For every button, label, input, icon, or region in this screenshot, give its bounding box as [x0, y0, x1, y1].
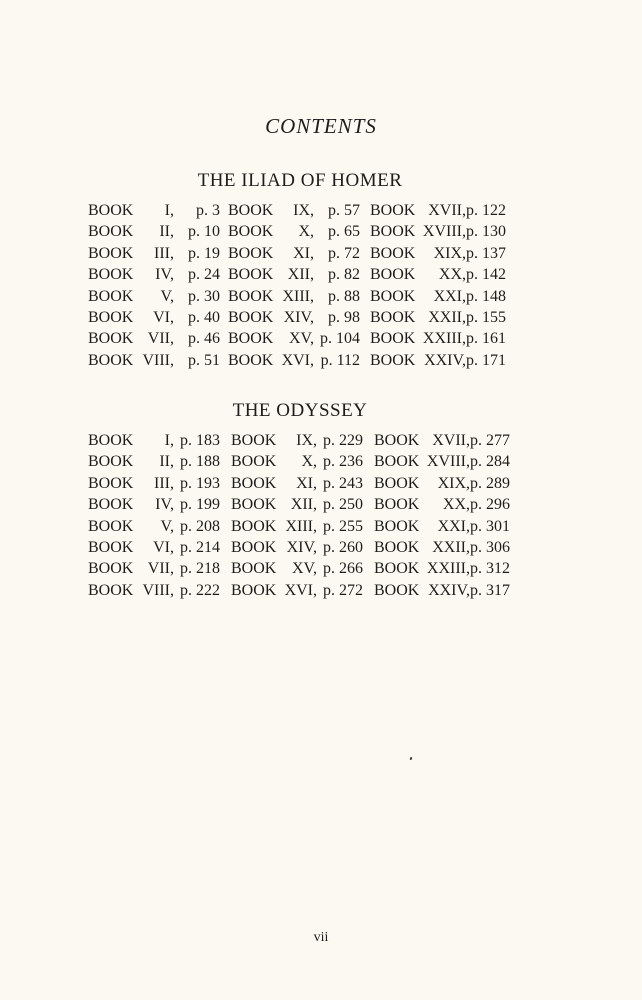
toc-entry — [228, 264, 370, 285]
book-numeral: XXII, — [428, 308, 466, 326]
toc-entry — [374, 580, 517, 601]
toc-entry — [370, 264, 512, 285]
toc-entry — [228, 350, 370, 371]
book-numeral: X, — [298, 223, 314, 241]
book-numeral: IX, — [293, 202, 314, 219]
book-numeral: XXIII, — [426, 560, 470, 578]
page-reference: p. 260 — [323, 538, 363, 556]
toc-entry — [370, 243, 512, 264]
book-numeral: XX, — [438, 266, 466, 284]
toc-entry — [231, 451, 374, 472]
book-label: BOOK — [88, 538, 134, 556]
odyssey-toc-grid — [88, 430, 517, 601]
book-numeral: II, — [159, 453, 174, 471]
toc-entry — [374, 430, 517, 451]
book-numeral: XXI, — [433, 287, 466, 305]
toc-entry — [228, 286, 370, 307]
toc-entry — [228, 307, 370, 328]
book-numeral: VI, — [153, 308, 174, 326]
page-reference: p. 312 — [470, 560, 510, 578]
book-label: BOOK — [231, 538, 277, 556]
page-title: CONTENTS — [265, 114, 377, 138]
book-numeral: VI, — [153, 538, 174, 556]
book-numeral: XI, — [293, 244, 314, 262]
toc-entry — [88, 537, 231, 558]
page-reference: p. 104 — [320, 330, 360, 348]
toc-entry — [228, 200, 370, 221]
page-reference: p. 199 — [180, 496, 220, 514]
page-reference: p. 148 — [466, 287, 506, 305]
page-reference: p. 243 — [323, 474, 363, 492]
book-numeral: XIII, — [285, 517, 317, 535]
toc-entry — [370, 350, 512, 371]
book-numeral: XXIV, — [428, 581, 470, 599]
book-numeral: XX, — [442, 496, 470, 514]
toc-entry — [374, 494, 517, 515]
page-reference: p. 88 — [328, 287, 360, 305]
page-reference: p. 218 — [180, 560, 220, 578]
toc-entry — [88, 264, 228, 285]
book-label: BOOK — [228, 244, 274, 262]
book-numeral: XIII, — [282, 287, 314, 305]
book-numeral: I, — [164, 432, 174, 449]
page-reference: p. 208 — [180, 517, 220, 535]
book-label: BOOK — [228, 351, 274, 369]
book-numeral: XVII, — [428, 202, 466, 219]
book-numeral: XVI, — [284, 581, 317, 599]
odyssey-section-heading: THE ODYSSEY — [232, 400, 368, 421]
toc-entry — [88, 200, 228, 221]
page-reference: p. 130 — [466, 223, 506, 241]
page-reference: p. 183 — [180, 432, 220, 449]
toc-entry — [88, 307, 228, 328]
page-reference: p. 266 — [323, 560, 363, 578]
page-reference: p. 65 — [328, 223, 360, 241]
book-label: BOOK — [231, 432, 277, 449]
book-label: BOOK — [374, 474, 420, 492]
book-label: BOOK — [88, 330, 134, 348]
toc-entry — [370, 328, 512, 349]
book-label: BOOK — [370, 351, 416, 369]
toc-entry — [88, 328, 228, 349]
toc-entry — [370, 307, 512, 328]
toc-entry — [228, 221, 370, 242]
book-numeral: XXIII, — [422, 330, 466, 348]
toc-entry — [370, 221, 512, 242]
book-numeral: VIII, — [142, 581, 174, 599]
page-reference: p. 229 — [323, 432, 363, 449]
book-numeral: XVIII, — [426, 453, 470, 471]
page-reference: p. 3 — [196, 202, 220, 219]
book-label: BOOK — [88, 517, 134, 535]
toc-entry — [88, 473, 231, 494]
page-reference: p. 57 — [328, 202, 360, 219]
book-numeral: VII, — [147, 330, 174, 348]
page-reference: p. 188 — [180, 453, 220, 471]
book-numeral: IV, — [155, 496, 174, 514]
toc-entry — [228, 328, 370, 349]
page-reference: p. 296 — [470, 496, 510, 514]
book-numeral: XIV, — [286, 538, 317, 556]
page-reference: p. 284 — [470, 453, 510, 471]
book-label: BOOK — [231, 474, 277, 492]
book-label: BOOK — [231, 517, 277, 535]
book-numeral: XII, — [290, 496, 317, 514]
page-reference: p. 98 — [328, 308, 360, 326]
iliad-section-heading: THE ILIAD OF HOMER — [197, 170, 403, 191]
book-label: BOOK — [88, 432, 134, 449]
book-numeral: XII, — [287, 266, 314, 284]
book-numeral: XIV, — [283, 308, 314, 326]
book-label: BOOK — [374, 581, 420, 599]
book-label: BOOK — [231, 581, 277, 599]
toc-entry — [88, 580, 231, 601]
toc-entry — [370, 286, 512, 307]
book-numeral: XXII, — [432, 538, 470, 556]
toc-entry — [231, 494, 374, 515]
toc-entry — [231, 537, 374, 558]
book-numeral: I, — [164, 202, 174, 219]
toc-entry — [88, 451, 231, 472]
toc-entry — [88, 558, 231, 579]
book-numeral: III, — [154, 244, 174, 262]
book-label: BOOK — [374, 560, 420, 578]
book-label: BOOK — [228, 287, 274, 305]
page-reference: p. 30 — [188, 287, 220, 305]
toc-entry — [231, 473, 374, 494]
book-label: BOOK — [374, 496, 420, 514]
toc-entry — [374, 558, 517, 579]
page-reference: p. 255 — [323, 517, 363, 535]
toc-entry — [374, 451, 517, 472]
book-label: BOOK — [228, 223, 274, 241]
book-label: BOOK — [88, 244, 134, 262]
book-numeral: XV, — [288, 330, 314, 348]
page-reference: p. 222 — [180, 581, 220, 599]
book-label: BOOK — [88, 223, 134, 241]
book-label: BOOK — [370, 330, 416, 348]
page-reference: p. 161 — [466, 330, 506, 348]
iliad-toc-grid — [88, 200, 512, 371]
book-numeral: XVII, — [432, 432, 470, 449]
book-label: BOOK — [88, 308, 134, 326]
page-reference: p. 289 — [470, 474, 510, 492]
toc-entry — [231, 580, 374, 601]
book-label: BOOK — [228, 266, 274, 284]
book-label: BOOK — [370, 287, 416, 305]
page-reference: p. 193 — [180, 474, 220, 492]
page-reference: p. 155 — [466, 308, 506, 326]
book-label: BOOK — [228, 330, 274, 348]
page-reference: p. 306 — [470, 538, 510, 556]
page-number: vii — [313, 930, 329, 945]
toc-entry — [88, 494, 231, 515]
book-label: BOOK — [374, 538, 420, 556]
ink-speck — [409, 757, 412, 761]
book-label: BOOK — [228, 308, 274, 326]
book-label: BOOK — [370, 223, 416, 241]
book-label: BOOK — [370, 244, 416, 262]
book-numeral: XV, — [291, 560, 317, 578]
page-reference: p. 82 — [328, 266, 360, 284]
page-reference: p. 250 — [323, 496, 363, 514]
book-numeral: XXI, — [437, 517, 470, 535]
book-label: BOOK — [88, 266, 134, 284]
page-reference: p. 24 — [188, 266, 220, 284]
book-numeral: X, — [301, 453, 317, 471]
book-numeral: IV, — [155, 266, 174, 284]
page-reference: p. 19 — [188, 244, 220, 262]
page-reference: p. 142 — [466, 266, 506, 284]
page-reference: p. 72 — [328, 244, 360, 262]
page-reference: p. 317 — [470, 581, 510, 599]
book-numeral: V, — [160, 287, 174, 305]
page-reference: p. 46 — [188, 330, 220, 348]
book-label: BOOK — [370, 202, 416, 219]
book-label: BOOK — [88, 287, 134, 305]
toc-entry — [228, 243, 370, 264]
book-label: BOOK — [88, 581, 134, 599]
page-reference: p. 137 — [466, 244, 506, 262]
book-label: BOOK — [88, 496, 134, 514]
page-reference: p. 122 — [466, 202, 506, 219]
toc-entry — [88, 243, 228, 264]
page-reference: p. 272 — [323, 581, 363, 599]
book-label: BOOK — [374, 432, 420, 449]
book-label: BOOK — [88, 453, 134, 471]
toc-entry — [374, 473, 517, 494]
book-numeral: XIX, — [433, 244, 466, 262]
book-numeral: II, — [159, 223, 174, 241]
page-reference: p. 301 — [470, 517, 510, 535]
book-numeral: VII, — [147, 560, 174, 578]
toc-entry — [88, 350, 228, 371]
book-numeral: XI, — [296, 474, 317, 492]
book-label: BOOK — [88, 560, 134, 578]
page-reference: p. 171 — [466, 351, 506, 369]
toc-entry — [231, 516, 374, 537]
book-label: BOOK — [228, 202, 274, 219]
book-numeral: VIII, — [142, 351, 174, 369]
toc-entry — [88, 430, 231, 451]
toc-entry — [370, 200, 512, 221]
book-label: BOOK — [231, 560, 277, 578]
toc-entry — [88, 286, 228, 307]
toc-entry — [374, 516, 517, 537]
page-reference: p. 10 — [188, 223, 220, 241]
toc-entry — [88, 516, 231, 537]
book-numeral: XVIII, — [422, 223, 466, 241]
page-reference: p. 40 — [188, 308, 220, 326]
toc-entry — [231, 430, 374, 451]
book-label: BOOK — [374, 517, 420, 535]
book-label: BOOK — [370, 308, 416, 326]
book-numeral: XXIV, — [424, 351, 466, 369]
book-label: BOOK — [88, 202, 134, 219]
book-label: BOOK — [231, 496, 277, 514]
page-reference: p. 51 — [188, 351, 220, 369]
book-numeral: III, — [154, 474, 174, 492]
toc-entry — [374, 537, 517, 558]
book-label: BOOK — [88, 351, 134, 369]
book-label: BOOK — [374, 453, 420, 471]
book-label: BOOK — [370, 266, 416, 284]
toc-entry — [88, 221, 228, 242]
page-reference: p. 214 — [180, 538, 220, 556]
book-numeral: IX, — [296, 432, 317, 449]
book-numeral: XIX, — [437, 474, 470, 492]
book-label: BOOK — [88, 474, 134, 492]
book-numeral: V, — [160, 517, 174, 535]
book-label: BOOK — [231, 453, 277, 471]
toc-entry — [231, 558, 374, 579]
page-reference: p. 236 — [323, 453, 363, 471]
page-reference: p. 112 — [320, 351, 360, 369]
page-reference: p. 277 — [470, 432, 510, 449]
book-numeral: XVI, — [281, 351, 314, 369]
